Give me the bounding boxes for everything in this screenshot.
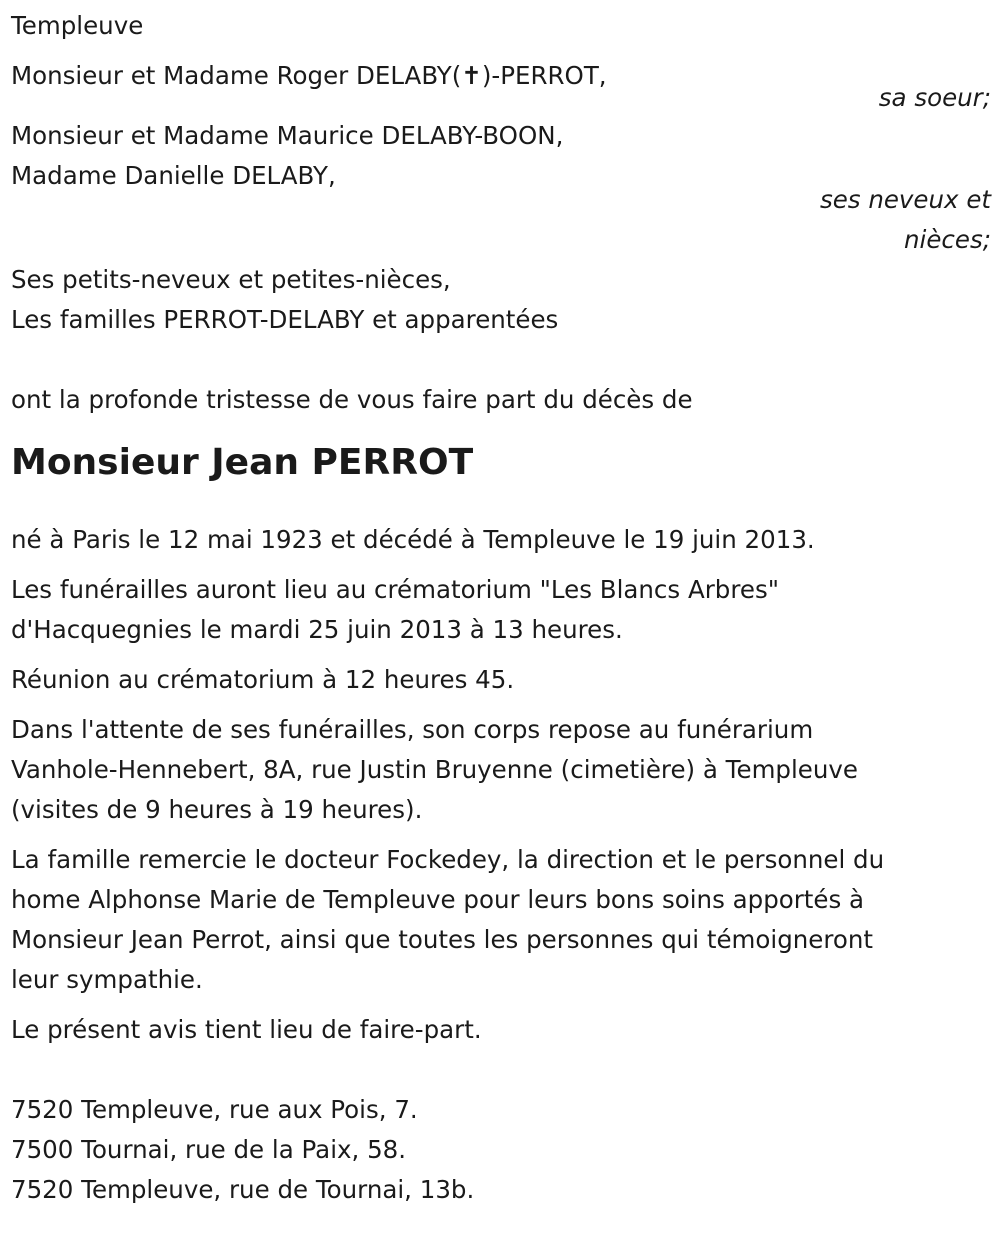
nephew-line-2: Madame Danielle DELABY, [11, 161, 336, 190]
nephew-role-2: nièces; [904, 225, 991, 254]
grand-line-1: Ses petits-neveux et petites-nièces, [11, 265, 451, 294]
thanks-line-2: home Alphonse Marie de Templeuve pour leurs bons soins apportés à [11, 885, 865, 914]
address-2: 7500 Tournai, rue de la Paix, 58. [11, 1135, 407, 1164]
location-heading: Templeuve [11, 11, 144, 40]
meeting-text: Réunion au crématorium à 12 heures 45. [11, 665, 515, 694]
sister-role: sa soeur; [878, 83, 991, 112]
obituary-notice [11, 6, 991, 1210]
repose-line-3: (visites de 9 heures à 19 heures). [11, 795, 423, 824]
address-1: 7520 Templeuve, rue aux Pois, 7. [11, 1095, 418, 1124]
thanks-line-3: Monsieur Jean Perrot, ainsi que toutes les personnes qui témoigneront [11, 925, 874, 954]
deceased-name: Monsieur Jean PERROT [11, 442, 474, 483]
repose-line-2: Vanhole-Hennebert, 8A, rue Justin Bruyenne (cimetière) à Templeuve [11, 755, 858, 784]
grand-line-2: Les familles PERROT-DELABY et apparentées [11, 305, 559, 334]
sister-line: Monsieur et Madame Roger DELABY(✝)-PERROT, [11, 61, 607, 90]
announcement-text: ont la profonde tristesse de vous faire part du décès de [11, 385, 693, 414]
nephew-role-1: ses neveux et [819, 185, 991, 214]
funeral-line-1: Les funérailles auront lieu au crématorium "Les Blancs Arbres" [11, 575, 779, 604]
repose-line-1: Dans l'attente de ses funérailles, son corps repose au funérarium [11, 715, 814, 744]
nephew-line-1: Monsieur et Madame Maurice DELABY-BOON, [11, 121, 564, 150]
thanks-line-4: leur sympathie. [11, 965, 203, 994]
thanks-line-1: La famille remercie le docteur Fockedey, la direction et le personnel du [11, 845, 885, 874]
funeral-line-2: d'Hacquegnies le mardi 25 juin 2013 à 13 heures. [11, 615, 623, 644]
address-3: 7520 Templeuve, rue de Tournai, 13b. [11, 1175, 475, 1204]
birth-death-text: né à Paris le 12 mai 1923 et décédé à Templeuve le 19 juin 2013. [11, 525, 815, 554]
notice-text: Le présent avis tient lieu de faire-part. [11, 1015, 482, 1044]
